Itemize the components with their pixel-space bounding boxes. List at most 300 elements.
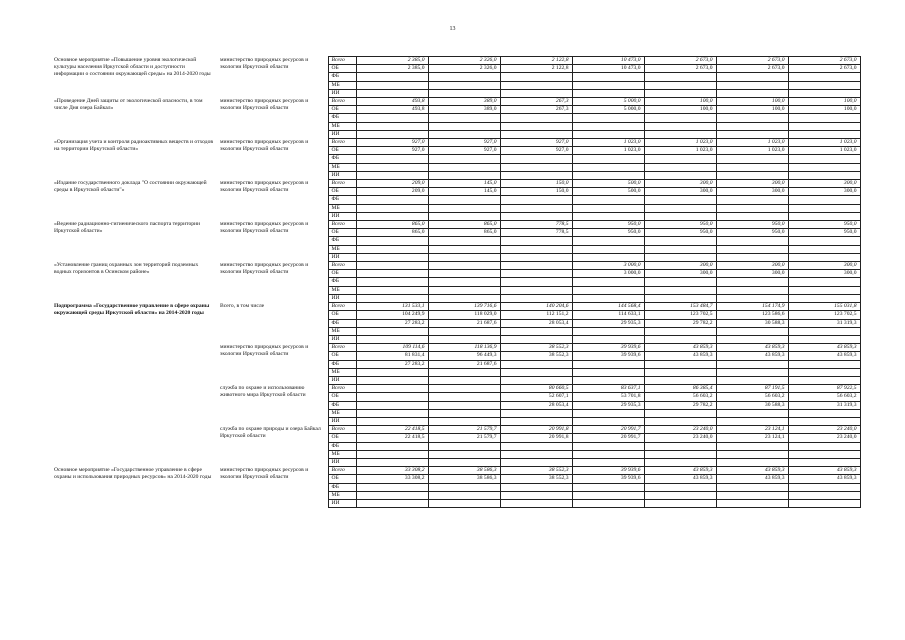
amount-cell: 38 586,3: [428, 467, 500, 475]
amount-cell: 43 859,3: [716, 475, 788, 483]
amount-cell: [428, 335, 500, 343]
amount-cell: [356, 409, 428, 417]
amount-cell: [572, 114, 644, 122]
funding-source: ФБ: [328, 278, 356, 286]
amount-cell: 100,0: [788, 98, 860, 106]
amount-cell: [644, 237, 716, 245]
amount-cell: [428, 81, 500, 89]
amount-cell: [356, 393, 428, 401]
amount-cell: [356, 286, 428, 294]
amount-cell: [788, 483, 860, 491]
amount-cell: [356, 155, 428, 163]
amount-cell: [572, 278, 644, 286]
funding-source: ФБ: [328, 155, 356, 163]
amount-cell: [788, 204, 860, 212]
funding-source: ОБ: [328, 393, 356, 401]
amount-cell: [356, 130, 428, 138]
budget-table-container: [52, 56, 860, 508]
funding-source: ФБ: [328, 196, 356, 204]
funding-source: ИИ: [328, 89, 356, 97]
amount-cell: 267,3: [500, 106, 572, 114]
amount-cell: [428, 499, 500, 507]
amount-cell: [788, 458, 860, 466]
amount-cell: [716, 458, 788, 466]
funding-source: МБ: [328, 81, 356, 89]
amount-cell: [572, 491, 644, 499]
amount-cell: [644, 89, 716, 97]
amount-cell: [644, 155, 716, 163]
amount-cell: [500, 450, 572, 458]
amount-cell: 300,0: [788, 188, 860, 196]
funding-source: ИИ: [328, 417, 356, 425]
amount-cell: [788, 294, 860, 302]
amount-cell: 27 283,2: [356, 319, 428, 327]
amount-cell: [788, 155, 860, 163]
amount-cell: [716, 491, 788, 499]
amount-cell: [428, 327, 500, 335]
amount-cell: 778,5: [500, 229, 572, 237]
amount-cell: 1 023,0: [644, 139, 716, 147]
amount-cell: 39 939,6: [572, 344, 644, 352]
amount-cell: [572, 286, 644, 294]
amount-cell: [572, 450, 644, 458]
amount-cell: [716, 286, 788, 294]
amount-cell: 21 687,6: [428, 360, 500, 368]
funding-source: ФБ: [328, 237, 356, 245]
table-row: [52, 221, 860, 229]
amount-cell: 2 326,0: [428, 57, 500, 65]
amount-cell: 33 308,2: [356, 475, 428, 483]
amount-cell: 865,0: [356, 229, 428, 237]
amount-cell: 865,0: [428, 221, 500, 229]
amount-cell: [356, 376, 428, 384]
amount-cell: 145,0: [428, 180, 500, 188]
amount-cell: [572, 196, 644, 204]
amount-cell: [644, 417, 716, 425]
funding-source: ФБ: [328, 73, 356, 81]
amount-cell: 38 552,3: [500, 344, 572, 352]
amount-cell: 778,5: [500, 221, 572, 229]
amount-cell: [356, 73, 428, 81]
amount-cell: 30 588,3: [716, 319, 788, 327]
amount-cell: [788, 196, 860, 204]
amount-cell: [500, 130, 572, 138]
amount-cell: [788, 491, 860, 499]
amount-cell: [500, 114, 572, 122]
amount-cell: 493,8: [356, 98, 428, 106]
program-name: «Установление границ охранных зон территорий подземных водных горизонтов в Осинском районе»: [54, 261, 199, 275]
amount-cell: [572, 253, 644, 261]
amount-cell: [788, 409, 860, 417]
amount-cell: 927,0: [356, 139, 428, 147]
amount-cell: 865,0: [428, 229, 500, 237]
amount-cell: 950,0: [716, 229, 788, 237]
amount-cell: [788, 499, 860, 507]
amount-cell: 20 991,8: [500, 426, 572, 434]
amount-cell: 493,8: [356, 106, 428, 114]
amount-cell: [356, 401, 428, 409]
amount-cell: [572, 122, 644, 130]
amount-cell: [788, 286, 860, 294]
amount-cell: [428, 458, 500, 466]
responsible-executor: министерство природных ресурсов и экологии Иркутской области: [220, 97, 309, 111]
amount-cell: [500, 286, 572, 294]
amount-cell: [356, 253, 428, 261]
amount-cell: [572, 245, 644, 253]
amount-cell: 28 053,4: [500, 319, 572, 327]
funding-source: Всего: [328, 180, 356, 188]
amount-cell: [788, 122, 860, 130]
amount-cell: [644, 360, 716, 368]
amount-cell: 83 637,1: [572, 385, 644, 393]
amount-cell: [356, 294, 428, 302]
amount-cell: [644, 122, 716, 130]
funding-source: ИИ: [328, 130, 356, 138]
table-row: [52, 98, 860, 106]
amount-cell: 2 385,0: [356, 65, 428, 73]
amount-cell: [788, 253, 860, 261]
amount-cell: [716, 114, 788, 122]
amount-cell: 927,0: [500, 139, 572, 147]
amount-cell: [500, 409, 572, 417]
amount-cell: [572, 442, 644, 450]
amount-cell: [428, 73, 500, 81]
amount-cell: [788, 245, 860, 253]
amount-cell: 2 673,0: [788, 57, 860, 65]
amount-cell: [500, 294, 572, 302]
amount-cell: [716, 335, 788, 343]
amount-cell: [644, 458, 716, 466]
amount-cell: [716, 450, 788, 458]
amount-cell: [716, 409, 788, 417]
funding-source: МБ: [328, 368, 356, 376]
table-row: [52, 467, 860, 475]
responsible-executor: министерство природных ресурсов и экологии Иркутской области: [220, 261, 309, 275]
amount-cell: [644, 163, 716, 171]
amount-cell: [644, 499, 716, 507]
amount-cell: [644, 278, 716, 286]
amount-cell: [716, 294, 788, 302]
amount-cell: 118 029,0: [428, 311, 500, 319]
amount-cell: 29 935,3: [572, 319, 644, 327]
amount-cell: 3 000,0: [572, 270, 644, 278]
amount-cell: [500, 122, 572, 130]
amount-cell: 39 939,6: [572, 352, 644, 360]
amount-cell: [500, 163, 572, 171]
amount-cell: 1 023,0: [644, 147, 716, 155]
funding-source: Всего: [328, 303, 356, 311]
amount-cell: 2 385,0: [356, 57, 428, 65]
amount-cell: [788, 171, 860, 179]
amount-cell: 21 579,7: [428, 426, 500, 434]
amount-cell: [572, 73, 644, 81]
amount-cell: [356, 327, 428, 335]
amount-cell: [788, 114, 860, 122]
amount-cell: [572, 155, 644, 163]
amount-cell: 2 673,0: [788, 65, 860, 73]
amount-cell: [356, 483, 428, 491]
amount-cell: [356, 491, 428, 499]
funding-source: ОБ: [328, 188, 356, 196]
program-name: «Проведение Дней защиты от экологической опасности, в том числе Дня озера Байкал»: [54, 97, 203, 111]
responsible-executor: министерство природных ресурсов и экологии Иркутской области: [220, 179, 309, 193]
amount-cell: [500, 335, 572, 343]
amount-cell: [644, 294, 716, 302]
amount-cell: [644, 212, 716, 220]
funding-source: ИИ: [328, 458, 356, 466]
amount-cell: 53 701,8: [572, 393, 644, 401]
funding-source: МБ: [328, 286, 356, 294]
amount-cell: [716, 81, 788, 89]
amount-cell: [356, 417, 428, 425]
amount-cell: 927,0: [356, 147, 428, 155]
responsible-executor: служба по охране природы и озера Байкал Иркутской области: [220, 425, 321, 439]
amount-cell: 100,0: [644, 98, 716, 106]
amount-cell: [788, 73, 860, 81]
amount-cell: 86 385,4: [644, 385, 716, 393]
amount-cell: [428, 245, 500, 253]
amount-cell: [428, 376, 500, 384]
amount-cell: 950,0: [716, 221, 788, 229]
funding-source: ИИ: [328, 171, 356, 179]
amount-cell: [428, 294, 500, 302]
amount-cell: 123 586,6: [716, 311, 788, 319]
amount-cell: [356, 163, 428, 171]
amount-cell: [644, 253, 716, 261]
funding-source: Всего: [328, 385, 356, 393]
funding-source: Всего: [328, 57, 356, 65]
amount-cell: [572, 499, 644, 507]
amount-cell: [644, 171, 716, 179]
amount-cell: [356, 262, 428, 270]
amount-cell: 865,0: [356, 221, 428, 229]
amount-cell: [716, 442, 788, 450]
amount-cell: [356, 385, 428, 393]
funding-source: МБ: [328, 409, 356, 417]
funding-source: МБ: [328, 163, 356, 171]
amount-cell: [428, 262, 500, 270]
amount-cell: 104 249,9: [356, 311, 428, 319]
amount-cell: 118 136,9: [428, 344, 500, 352]
table-body: [52, 57, 860, 508]
amount-cell: 10 473,0: [572, 57, 644, 65]
responsible-executor: министерство природных ресурсов и экологии Иркутской области: [220, 56, 309, 70]
amount-cell: [572, 458, 644, 466]
funding-source: Всего: [328, 98, 356, 106]
amount-cell: 27 283,2: [356, 360, 428, 368]
amount-cell: [500, 89, 572, 97]
funding-source: ФБ: [328, 401, 356, 409]
table-row: [52, 303, 860, 311]
amount-cell: [788, 130, 860, 138]
funding-source: ИИ: [328, 499, 356, 507]
amount-cell: [644, 335, 716, 343]
amount-cell: [500, 204, 572, 212]
amount-cell: 300,0: [788, 180, 860, 188]
amount-cell: [716, 73, 788, 81]
amount-cell: 43 859,3: [716, 352, 788, 360]
responsible-executor: служба по охране и использованию животного мира Иркутской области: [220, 384, 306, 398]
amount-cell: [572, 237, 644, 245]
amount-cell: [428, 286, 500, 294]
amount-cell: [644, 368, 716, 376]
funding-source: ИИ: [328, 294, 356, 302]
amount-cell: 950,0: [788, 229, 860, 237]
amount-cell: 43 859,3: [644, 344, 716, 352]
amount-cell: 29 782,2: [644, 319, 716, 327]
responsible-executor: Всего, в том числе: [220, 302, 265, 309]
amount-cell: 43 859,3: [716, 467, 788, 475]
amount-cell: [788, 327, 860, 335]
page-number: 13: [449, 26, 456, 32]
amount-cell: [500, 278, 572, 286]
program-name: «Издание государственного доклада "О состоянии окружающей среды в Иркутской области"»: [54, 179, 207, 193]
amount-cell: [356, 122, 428, 130]
amount-cell: 950,0: [572, 221, 644, 229]
funding-source: Всего: [328, 344, 356, 352]
funding-source: МБ: [328, 204, 356, 212]
amount-cell: [428, 204, 500, 212]
amount-cell: [428, 483, 500, 491]
amount-cell: 43 859,3: [644, 352, 716, 360]
amount-cell: 300,0: [788, 270, 860, 278]
amount-cell: 950,0: [572, 229, 644, 237]
amount-cell: 23 240,0: [644, 426, 716, 434]
amount-cell: 5 000,0: [572, 106, 644, 114]
amount-cell: 139 716,6: [428, 303, 500, 311]
amount-cell: [428, 155, 500, 163]
amount-cell: [428, 385, 500, 393]
amount-cell: [356, 245, 428, 253]
amount-cell: [788, 335, 860, 343]
amount-cell: 2 122,8: [500, 57, 572, 65]
amount-cell: [716, 360, 788, 368]
funding-source: ОБ: [328, 65, 356, 73]
amount-cell: [572, 212, 644, 220]
amount-cell: [428, 368, 500, 376]
amount-cell: [716, 163, 788, 171]
funding-source: ФБ: [328, 114, 356, 122]
amount-cell: [356, 278, 428, 286]
amount-cell: [716, 89, 788, 97]
amount-cell: [428, 270, 500, 278]
amount-cell: 39 939,6: [572, 475, 644, 483]
funding-source: ОБ: [328, 434, 356, 442]
funding-source: Всего: [328, 139, 356, 147]
amount-cell: [428, 253, 500, 261]
amount-cell: [428, 171, 500, 179]
amount-cell: 43 859,3: [716, 344, 788, 352]
amount-cell: [716, 122, 788, 130]
table-row: [52, 139, 860, 147]
amount-cell: [356, 196, 428, 204]
funding-source: Всего: [328, 262, 356, 270]
amount-cell: 300,0: [716, 270, 788, 278]
amount-cell: 1 023,0: [788, 147, 860, 155]
amount-cell: 300,0: [644, 270, 716, 278]
amount-cell: 267,3: [500, 98, 572, 106]
funding-source: ИИ: [328, 335, 356, 343]
funding-source: ОБ: [328, 270, 356, 278]
amount-cell: 23 240,0: [644, 434, 716, 442]
funding-source: ОБ: [328, 229, 356, 237]
amount-cell: [572, 368, 644, 376]
amount-cell: [572, 409, 644, 417]
amount-cell: 43 859,3: [788, 475, 860, 483]
amount-cell: [500, 417, 572, 425]
amount-cell: [428, 114, 500, 122]
amount-cell: [788, 417, 860, 425]
amount-cell: 927,0: [500, 147, 572, 155]
amount-cell: [644, 114, 716, 122]
amount-cell: [572, 294, 644, 302]
funding-source: ИИ: [328, 212, 356, 220]
amount-cell: 10 473,0: [572, 65, 644, 73]
table-row: [52, 262, 860, 270]
amount-cell: [716, 376, 788, 384]
budget-table: [52, 56, 861, 508]
amount-cell: 950,0: [644, 221, 716, 229]
amount-cell: [644, 376, 716, 384]
amount-cell: [716, 196, 788, 204]
amount-cell: 38 552,3: [500, 467, 572, 475]
amount-cell: 100,0: [716, 106, 788, 114]
amount-cell: [572, 130, 644, 138]
funding-source: ОБ: [328, 106, 356, 114]
amount-cell: [500, 81, 572, 89]
table-row: [52, 180, 860, 188]
amount-cell: 22 418,5: [356, 426, 428, 434]
amount-cell: 2 673,0: [644, 57, 716, 65]
amount-cell: 56 603,2: [644, 393, 716, 401]
amount-cell: [500, 376, 572, 384]
amount-cell: [788, 212, 860, 220]
amount-cell: [788, 89, 860, 97]
amount-cell: 114 633,1: [572, 311, 644, 319]
amount-cell: 81 831,4: [356, 352, 428, 360]
amount-cell: 144 568,4: [572, 303, 644, 311]
amount-cell: 154 174,9: [716, 303, 788, 311]
amount-cell: 87 922,5: [788, 385, 860, 393]
amount-cell: 38 552,3: [500, 352, 572, 360]
amount-cell: 43 859,3: [788, 352, 860, 360]
amount-cell: [428, 130, 500, 138]
amount-cell: [500, 491, 572, 499]
amount-cell: 100,0: [644, 106, 716, 114]
amount-cell: [716, 253, 788, 261]
amount-cell: 43 859,3: [788, 344, 860, 352]
amount-cell: [500, 499, 572, 507]
amount-cell: [788, 376, 860, 384]
amount-cell: 927,0: [428, 139, 500, 147]
funding-source: Всего: [328, 221, 356, 229]
amount-cell: 43 859,3: [644, 467, 716, 475]
funding-source: МБ: [328, 450, 356, 458]
amount-cell: [716, 130, 788, 138]
amount-cell: 389,0: [428, 98, 500, 106]
amount-cell: [356, 335, 428, 343]
amount-cell: [788, 360, 860, 368]
amount-cell: 43 859,3: [644, 475, 716, 483]
amount-cell: [428, 122, 500, 130]
amount-cell: [572, 327, 644, 335]
amount-cell: 1 023,0: [572, 147, 644, 155]
amount-cell: 112 151,2: [500, 311, 572, 319]
amount-cell: [500, 442, 572, 450]
responsible-executor: министерство природных ресурсов и экологии Иркутской области: [220, 343, 309, 357]
funding-source: МБ: [328, 122, 356, 130]
amount-cell: 38 552,3: [500, 475, 572, 483]
